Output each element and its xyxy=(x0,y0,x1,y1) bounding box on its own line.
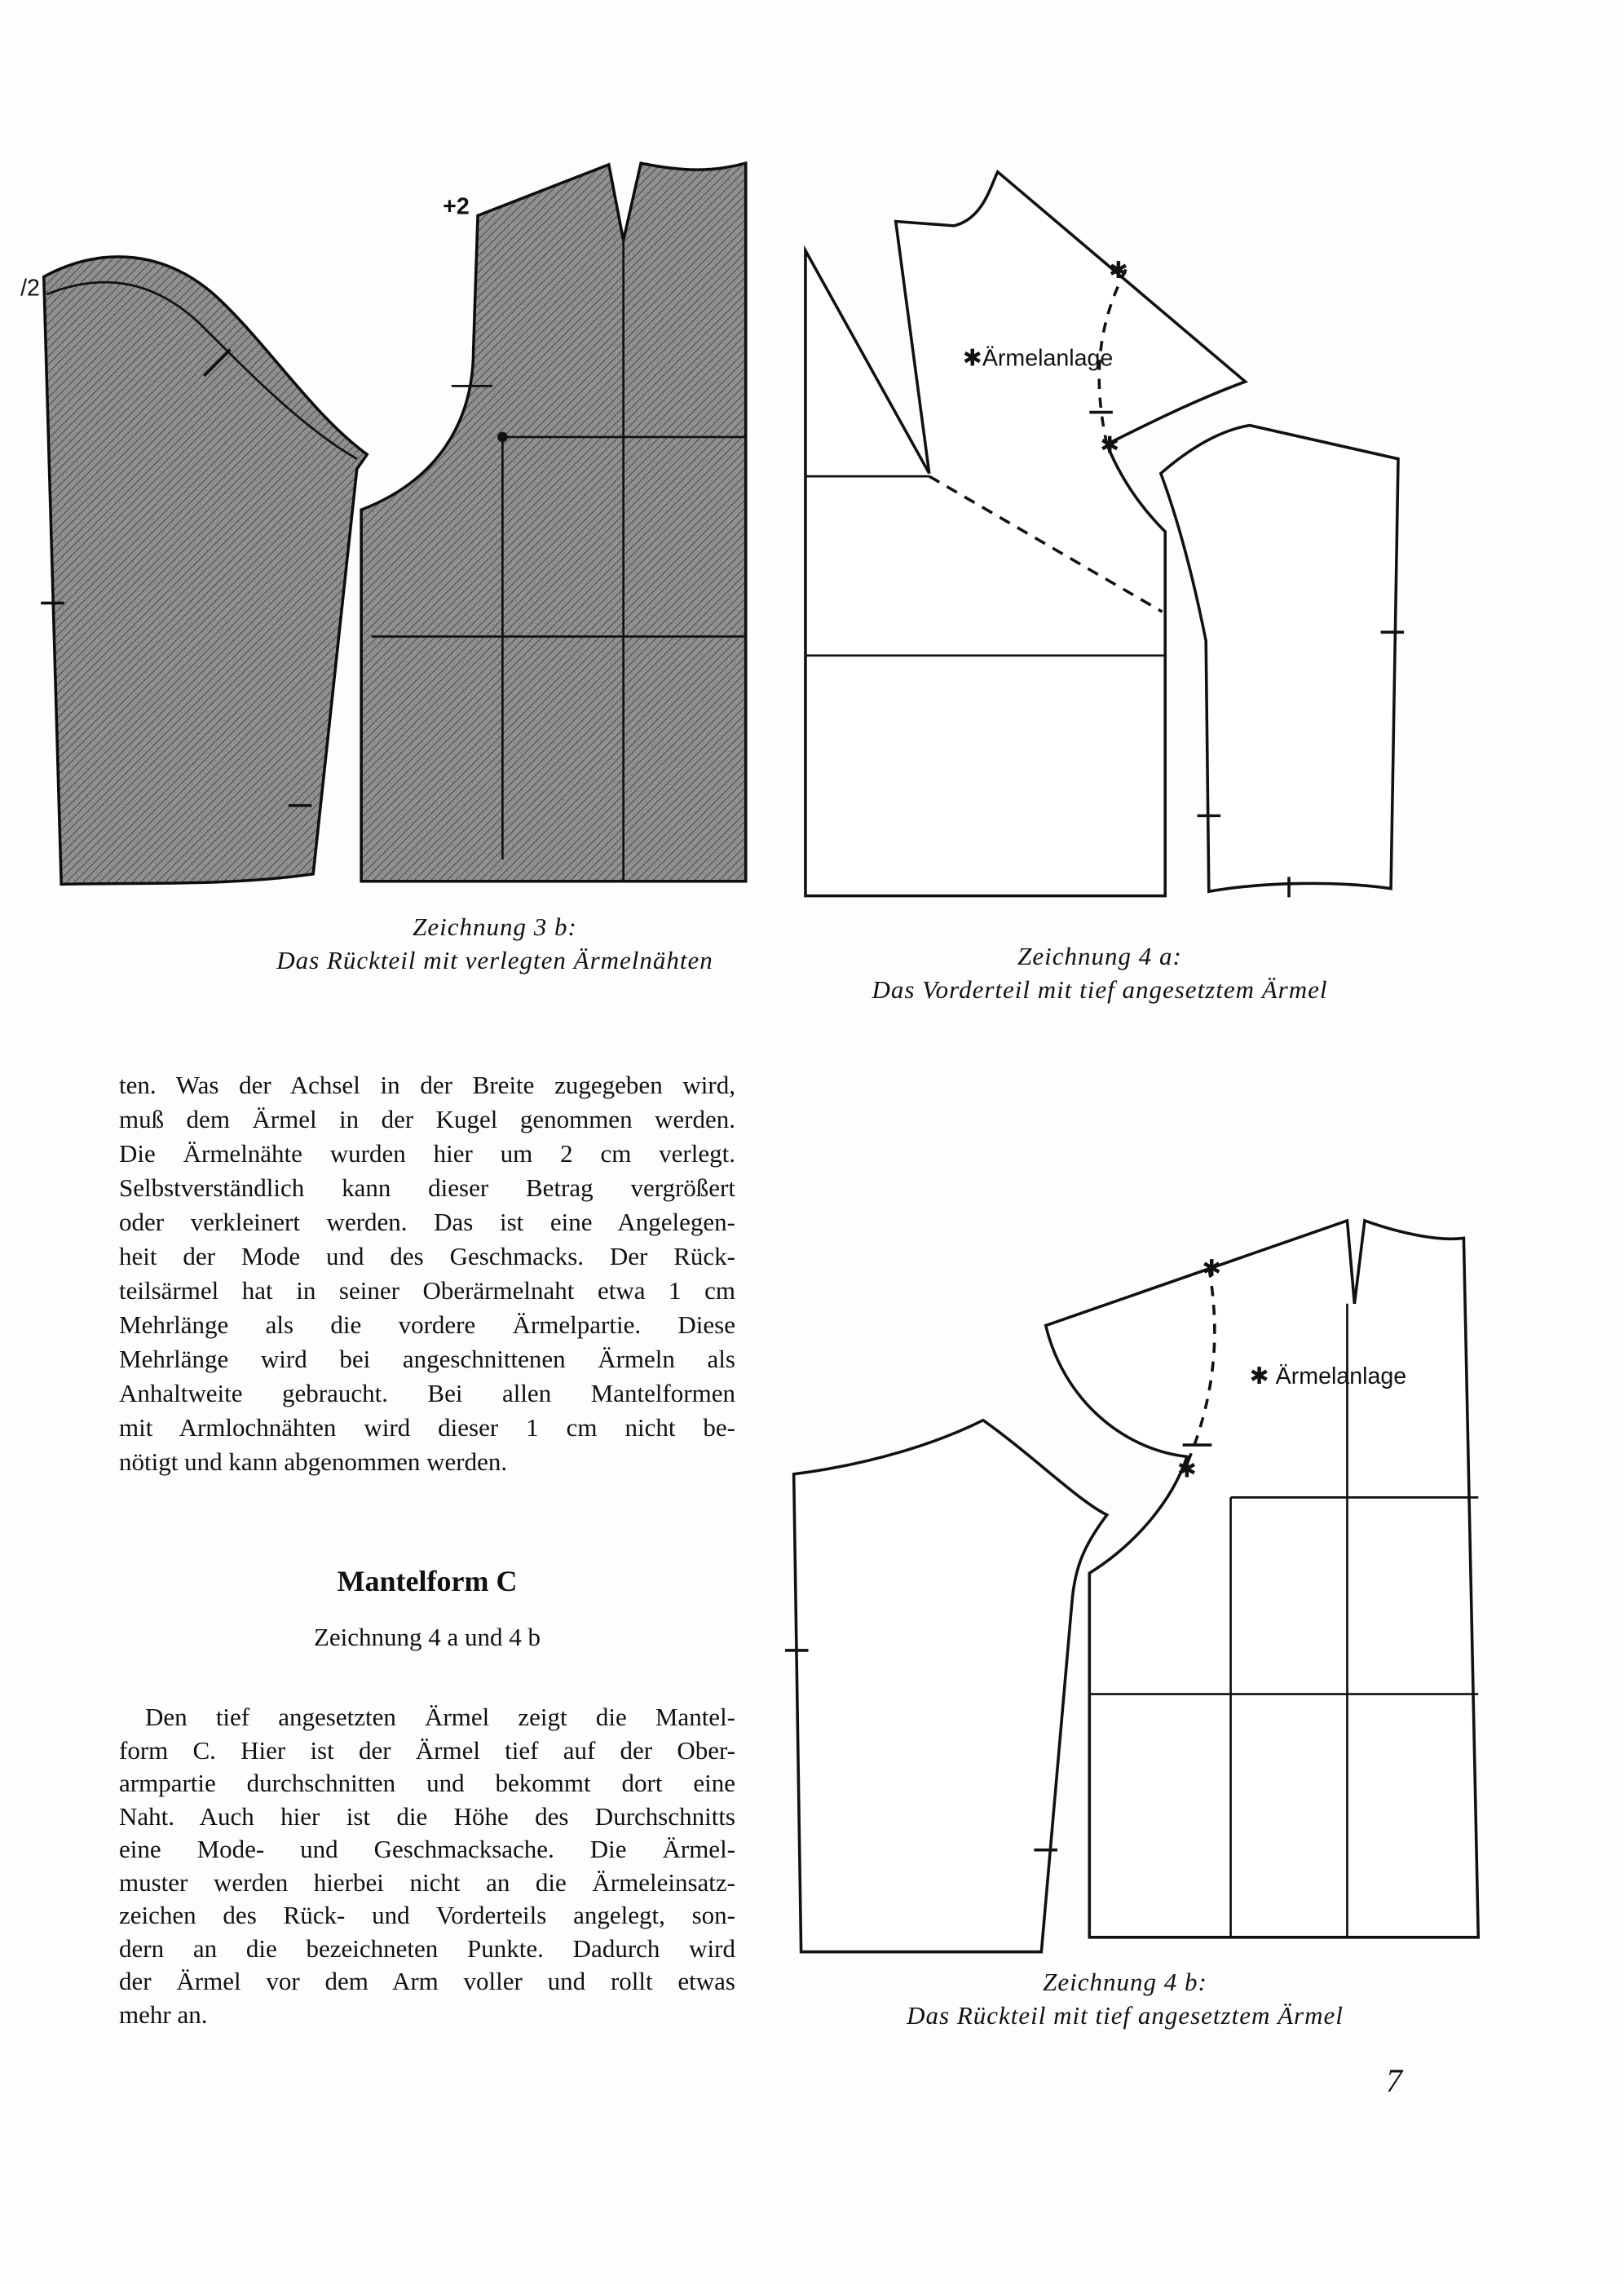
text-line: form C. Hier ist der Ärmel tief auf der Ober- xyxy=(119,1735,735,1765)
caption-title: Zeichnung 3 b: xyxy=(413,912,577,941)
text-line: Naht. Auch hier ist die Höhe des Durchschnitts xyxy=(119,1801,735,1831)
sleeve-piece-3b xyxy=(44,257,368,884)
text-line: teilsärmel hat in seiner Oberärmelnaht etwa 1 cm xyxy=(119,1276,735,1305)
asterisk-icon: ✱ xyxy=(1202,1255,1222,1282)
figure-3b xyxy=(20,163,746,884)
body-paragraph-1 xyxy=(119,1068,735,1479)
asterisk-icon: ✱ xyxy=(1100,432,1120,459)
asterisk-icon: ✱ xyxy=(1177,1456,1197,1483)
text-line: Anhaltweite gebraucht. Bei allen Mantelformen xyxy=(119,1379,735,1407)
text-line: der Ärmel vor dem Arm voller und rollt etwas xyxy=(119,1967,735,1995)
text-line: Die Ärmelnähte wurden hier um 2 cm verlegt. xyxy=(119,1139,735,1168)
text-line: ten. Was der Achsel in der Breite zugegeben wird, xyxy=(119,1071,735,1099)
caption-title: Zeichnung 4 b: xyxy=(1043,1968,1207,1996)
text-line: nötigt und kann abgenommen werden. xyxy=(119,1447,508,1476)
figure-4b xyxy=(785,1221,1478,1952)
text-line: mehr an. xyxy=(119,1999,208,2029)
text-line: Mehrlänge wird bei angeschnittenen Ärmeln als xyxy=(119,1345,735,1373)
text-line: mit Armlochnähten wird dieser 1 cm nicht be- xyxy=(119,1413,735,1442)
text-line: zeichen des Rück- und Vorderteils angelegt, son- xyxy=(119,1901,735,1929)
sleeve-piece-4a xyxy=(1161,426,1398,892)
mark-top: +2 xyxy=(443,193,470,220)
section-subheading: Zeichnung 4 a und 4 b xyxy=(313,1623,541,1651)
text-line: heit der Mode und des Geschmacks. Der Rück- xyxy=(119,1242,735,1270)
text-line: oder verkleinert werden. Das ist eine Angelegen- xyxy=(119,1208,735,1236)
text-line: armpartie durchschnitten und bekommt dort eine xyxy=(119,1769,735,1797)
text-line: muß dem Ärmel in der Kugel genommen werden. xyxy=(119,1105,735,1133)
figure-3b-caption xyxy=(250,910,739,977)
text-line: Den tief angesetzten Ärmel zeigt die Mantel- xyxy=(145,1703,735,1731)
figure-4a-caption xyxy=(798,939,1401,1006)
text-line: eine Mode- und Geschmacksache. Die Ärmel- xyxy=(119,1835,735,1863)
asterisk-icon: ✱ xyxy=(1109,258,1129,285)
caption-text: Das Vorderteil mit tief angesetztem Ärmel xyxy=(872,975,1328,1004)
text-line: Selbstverständlich kann dieser Betrag vergrößert xyxy=(119,1173,735,1202)
text-line: dern an die bezeichneten Punkte. Dadurch wird xyxy=(119,1933,735,1963)
sleeve-placement-label: ✱ Ärmelanlage xyxy=(1249,1363,1407,1390)
sleeve-placement-label: ✱Ärmelanlage xyxy=(962,345,1114,372)
section-heading: Mantelform C xyxy=(337,1565,518,1597)
page-number: 7 xyxy=(1386,2062,1402,2099)
back-bodice-piece-4b xyxy=(1046,1221,1479,1937)
sleeve-piece-4b xyxy=(794,1420,1107,1952)
text-line: muster werden hierbei nicht an die Ärmeleinsatz- xyxy=(119,1867,735,1897)
caption-text: Das Rückteil mit tief angesetztem Ärmel xyxy=(907,2001,1344,2030)
body-paragraph-2 xyxy=(119,1701,735,2031)
figure-4b-caption xyxy=(815,1965,1435,2032)
caption-text: Das Rückteil mit verlegten Ärmelnähten xyxy=(276,946,713,974)
figure-4a xyxy=(805,172,1404,898)
text-line: Mehrlänge als die vordere Ärmelpartie. Diese xyxy=(119,1310,735,1339)
mark-left: /2 xyxy=(20,275,40,302)
back-bodice-piece-3b xyxy=(361,163,746,881)
caption-title: Zeichnung 4 a: xyxy=(1017,942,1182,970)
